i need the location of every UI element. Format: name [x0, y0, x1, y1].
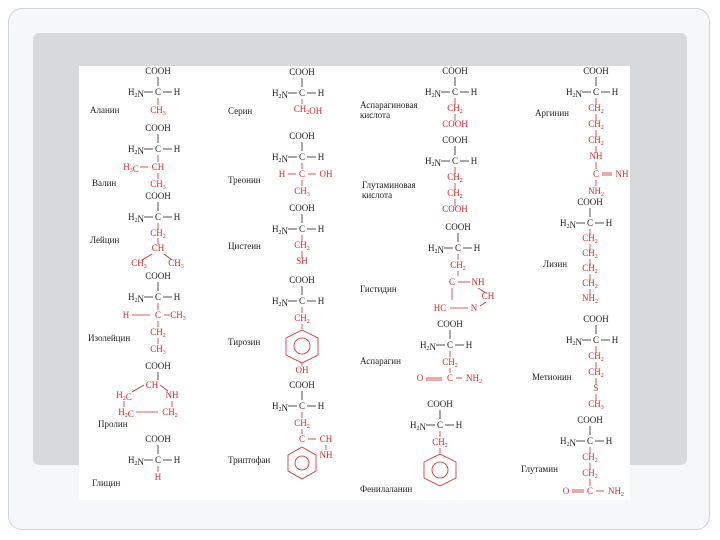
- tryptophan-indole-ring: [288, 447, 316, 479]
- isoleucine-side-3: $CH_2$: [150, 327, 166, 339]
- leucine-h: H: [173, 212, 181, 222]
- threonine-side-2: OH: [319, 169, 333, 179]
- glutamic-alpha-c: C: [451, 156, 459, 166]
- leucine-alpha-c: C: [154, 212, 162, 222]
- leucine-amine: $H_2N$: [128, 212, 144, 224]
- arginine-alpha-c: C: [592, 87, 600, 97]
- cysteine-cooh: COOH: [289, 203, 315, 213]
- tryptophan-side-3: NH: [319, 450, 333, 460]
- histidine-alpha-c: C: [454, 243, 462, 253]
- asparagine-side-0: $CH_2$: [442, 357, 458, 369]
- glutamine-name: Глутамин: [521, 464, 558, 474]
- glycine-cooh: COOH: [145, 434, 171, 444]
- arginine-side-2: $CH_2$: [588, 135, 604, 147]
- lysine-cooh: COOH: [577, 197, 603, 207]
- threonine-name: Треонин: [228, 175, 261, 185]
- histidine-side-5: N: [470, 303, 478, 313]
- isoleucine-side-1: C: [154, 310, 162, 320]
- aspartic-cooh: COOH: [442, 66, 468, 76]
- alanine-name: Аланин: [90, 105, 120, 115]
- isoleucine-h: H: [173, 292, 181, 302]
- lysine-side-3: $CH_2$: [582, 278, 598, 290]
- glutamine-side-0: $CH_2$: [582, 452, 598, 464]
- threonine-side-3: $CH_3$: [294, 186, 310, 198]
- glutamine-alpha-c: C: [586, 436, 594, 446]
- tyrosine-ring-inner: [294, 338, 310, 354]
- valine-alpha-c: C: [154, 144, 162, 154]
- tyrosine-side-0: $CH_2$: [294, 313, 310, 325]
- threonine-h: H: [317, 152, 325, 162]
- glycine-name: Глицин: [92, 478, 121, 488]
- valine-side-1: CH: [151, 162, 165, 172]
- asparagine-h: H: [465, 340, 473, 350]
- alanine-cooh: COOH: [145, 66, 171, 76]
- lysine-alpha-c: C: [586, 218, 594, 228]
- methionine-h: H: [611, 335, 619, 345]
- isoleucine-side-0: H: [122, 310, 130, 320]
- methionine-name: Метионин: [532, 372, 572, 382]
- valine-amine: $H_2N$: [128, 144, 144, 156]
- methionine-amine: $H_2N$: [566, 335, 582, 347]
- asparagine-cooh: COOH: [437, 319, 463, 329]
- aspartic-side-1: COOH: [442, 119, 468, 129]
- alanine-amine: $H_2N$: [128, 87, 144, 99]
- tryptophan-amine: $H_2N$: [272, 401, 288, 413]
- aspartic-alpha-c: C: [451, 87, 459, 97]
- serine-alpha-c: C: [298, 88, 306, 98]
- tyrosine-amine: $H_2N$: [272, 296, 288, 308]
- phenylalanine-amine: $H_2N$: [410, 420, 426, 432]
- proline-r1: [132, 385, 144, 392]
- lysine-h: H: [605, 218, 613, 228]
- aspartic-side-0: $CH_2$: [447, 103, 463, 115]
- tryptophan-name: Триптофан: [228, 455, 271, 465]
- arginine-side-3: NH: [589, 151, 603, 161]
- cysteine-name: Цистеин: [228, 241, 261, 251]
- serine-h: H: [317, 88, 325, 98]
- tryptophan-side-0: $CH_2$: [294, 418, 310, 430]
- valine-h: H: [173, 144, 181, 154]
- alanine-alpha-c: C: [154, 87, 162, 97]
- leucine-side-0: $CH_2$: [150, 228, 166, 240]
- cysteine-alpha-c: C: [298, 224, 306, 234]
- glutamic-side-0: $CH_2$: [447, 172, 463, 184]
- cysteine-side-0: $CH_2$: [294, 240, 310, 252]
- glutamic-side-2: COOH: [442, 204, 468, 214]
- tryptophan-ring-inner: [295, 456, 309, 470]
- alanine-side-0: $CH_3$: [150, 105, 166, 117]
- aspartic-h: H: [470, 87, 478, 97]
- histidine-side-0: $CH_2$: [450, 260, 466, 272]
- serine-name: Серин: [228, 106, 253, 116]
- asparagine-side-1: O: [416, 373, 424, 383]
- lysine-name: Лизин: [543, 259, 568, 269]
- glutamine-cooh: COOH: [577, 415, 603, 425]
- glutamic-amine: $H_2N$: [425, 156, 441, 168]
- threonine-cooh: COOH: [289, 131, 315, 141]
- glutamine-side-2: O: [562, 486, 570, 496]
- histidine-side-2: NH: [471, 277, 485, 287]
- lysine-side-2: $CH_2$: [582, 263, 598, 275]
- leucine-side-3: $CH_3$: [168, 258, 184, 270]
- histidine-side-1: C: [448, 277, 456, 287]
- tyrosine-cooh: COOH: [289, 275, 315, 285]
- aspartic-name-1: кислота: [360, 110, 391, 120]
- threonine-side-1: C: [298, 169, 306, 179]
- histidine-amine: $H_2N$: [428, 243, 444, 255]
- serine-side-0: $CH_2OH$: [293, 104, 323, 116]
- arginine-cooh: COOH: [583, 66, 609, 76]
- isoleucine-name: Изолейцин: [88, 333, 131, 343]
- asparagine-name: Аспарагин: [360, 356, 401, 366]
- tryptophan-side-2: CH: [319, 434, 333, 444]
- valine-cooh: COOH: [145, 123, 171, 133]
- proline-alpha-c: CH: [145, 380, 159, 390]
- threonine-amine: $H_2N$: [272, 152, 288, 164]
- isoleucine-amine: $H_2N$: [128, 292, 144, 304]
- phenylalanine-ring-inner: [432, 462, 448, 478]
- glycine-h: H: [173, 455, 181, 465]
- aspartic-name: Аспарагиновая: [360, 100, 418, 110]
- lysine-side-0: $CH_2$: [582, 233, 598, 245]
- valine-name: Валин: [92, 178, 117, 188]
- lysine-side-4: $NH_2$: [582, 293, 598, 305]
- methionine-side-0: $CH_2$: [588, 351, 604, 363]
- proline-side-0: $H_2C$: [116, 390, 132, 402]
- arginine-side-6: $NH_2$: [588, 186, 604, 198]
- arginine-side-5: NH: [615, 169, 629, 179]
- histidine-cooh: COOH: [445, 222, 471, 232]
- proline-side-3: $CH_2$: [162, 407, 178, 419]
- threonine-side-0: H: [278, 169, 286, 179]
- histidine-side-3: CH: [481, 291, 495, 301]
- methionine-side-2: S: [593, 383, 599, 393]
- arginine-h: H: [611, 87, 619, 97]
- tryptophan-cooh: COOH: [289, 380, 315, 390]
- glycine-amine: $H_2N$: [128, 455, 144, 467]
- glutamic-name: Глутаминовая: [362, 180, 416, 190]
- serine-amine: $H_2N$: [272, 88, 288, 100]
- glycine-side-0: H: [154, 472, 162, 482]
- leucine-name: Лейцин: [90, 235, 120, 245]
- proline-cooh: COOH: [145, 361, 171, 371]
- tryptophan-alpha-c: C: [298, 401, 306, 411]
- tyrosine-side-1: OH: [295, 365, 309, 375]
- glutamine-side-3: C: [586, 486, 594, 496]
- phenylalanine-cooh: COOH: [427, 399, 453, 409]
- methionine-side-3: $CH_3$: [588, 399, 604, 411]
- glutamine-amine: $H_2N$: [560, 436, 576, 448]
- proline-r2: [160, 385, 168, 391]
- alanine-h: H: [173, 87, 181, 97]
- valine-side-0: $H_3C$: [123, 162, 139, 174]
- glutamic-cooh: COOH: [442, 135, 468, 145]
- glutamine-side-1: $CH_2$: [582, 468, 598, 480]
- asparagine-side-2: C: [446, 373, 454, 383]
- tryptophan-h: H: [317, 401, 325, 411]
- cysteine-amine: $H_2N$: [272, 224, 288, 236]
- glutamic-side-1: $CH_2$: [447, 188, 463, 200]
- glycine-alpha-c: C: [154, 455, 162, 465]
- cysteine-h: H: [317, 224, 325, 234]
- asparagine-alpha-c: C: [446, 340, 454, 350]
- serine-cooh: COOH: [289, 67, 315, 77]
- lysine-amine: $H_2N$: [560, 218, 576, 230]
- glutamine-side-4: $NH_2$: [608, 486, 624, 498]
- phenylalanine-side-0: $CH_2$: [432, 437, 448, 449]
- phenylalanine-alpha-c: C: [436, 420, 444, 430]
- isoleucine-side-4: $CH_3$: [150, 344, 166, 356]
- histidine-b7: [480, 302, 486, 306]
- phenylalanine-h: H: [455, 420, 463, 430]
- leucine-side-2: $CH_3$: [131, 258, 147, 270]
- proline-name: Пролин: [98, 419, 128, 429]
- arginine-amine: $H_2N$: [566, 87, 582, 99]
- arginine-side-4: C: [592, 169, 600, 179]
- proline-side-1: NH: [165, 390, 179, 400]
- histidine-name: Гистидин: [360, 284, 397, 294]
- glutamic-h: H: [470, 156, 478, 166]
- tyrosine-h: H: [317, 296, 325, 306]
- histidine-side-4: HC: [433, 303, 447, 313]
- cysteine-side-1: SH: [296, 256, 308, 266]
- methionine-side-1: $CH_2$: [588, 367, 604, 379]
- isoleucine-side-2: $CH_3$: [170, 310, 186, 322]
- glutamine-h: H: [605, 436, 613, 446]
- phenylalanine-benzene-ring: [424, 454, 456, 486]
- tyrosine-alpha-c: C: [298, 296, 306, 306]
- tryptophan-side-1: C: [298, 434, 306, 444]
- arginine-side-1: $CH_2$: [588, 119, 604, 131]
- tyrosine-benzene-ring: [286, 330, 318, 363]
- phenylalanine-name: Фенилаланин: [360, 484, 413, 494]
- isoleucine-cooh: COOH: [145, 271, 171, 281]
- arginine-side-0: $CH_2$: [588, 103, 604, 115]
- leucine-side-1: CH: [151, 243, 165, 253]
- valine-side-2: $CH_3$: [150, 179, 166, 191]
- threonine-alpha-c: C: [298, 152, 306, 162]
- methionine-alpha-c: C: [592, 335, 600, 345]
- proline-side-2: $H_2C$: [118, 407, 134, 419]
- leucine-cooh: COOH: [145, 191, 171, 201]
- isoleucine-alpha-c: C: [154, 292, 162, 302]
- arginine-name: Аргинин: [535, 108, 569, 118]
- aspartic-amine: $H_2N$: [425, 87, 441, 99]
- histidine-h: H: [473, 243, 481, 253]
- glutamic-name-1: кислота: [362, 190, 393, 200]
- asparagine-side-3: $NH_2$: [466, 373, 482, 385]
- methionine-cooh: COOH: [583, 314, 609, 324]
- tyrosine-name: Тирозин: [228, 337, 261, 347]
- asparagine-amine: $H_2N$: [420, 340, 436, 352]
- lysine-side-1: $CH_2$: [582, 248, 598, 260]
